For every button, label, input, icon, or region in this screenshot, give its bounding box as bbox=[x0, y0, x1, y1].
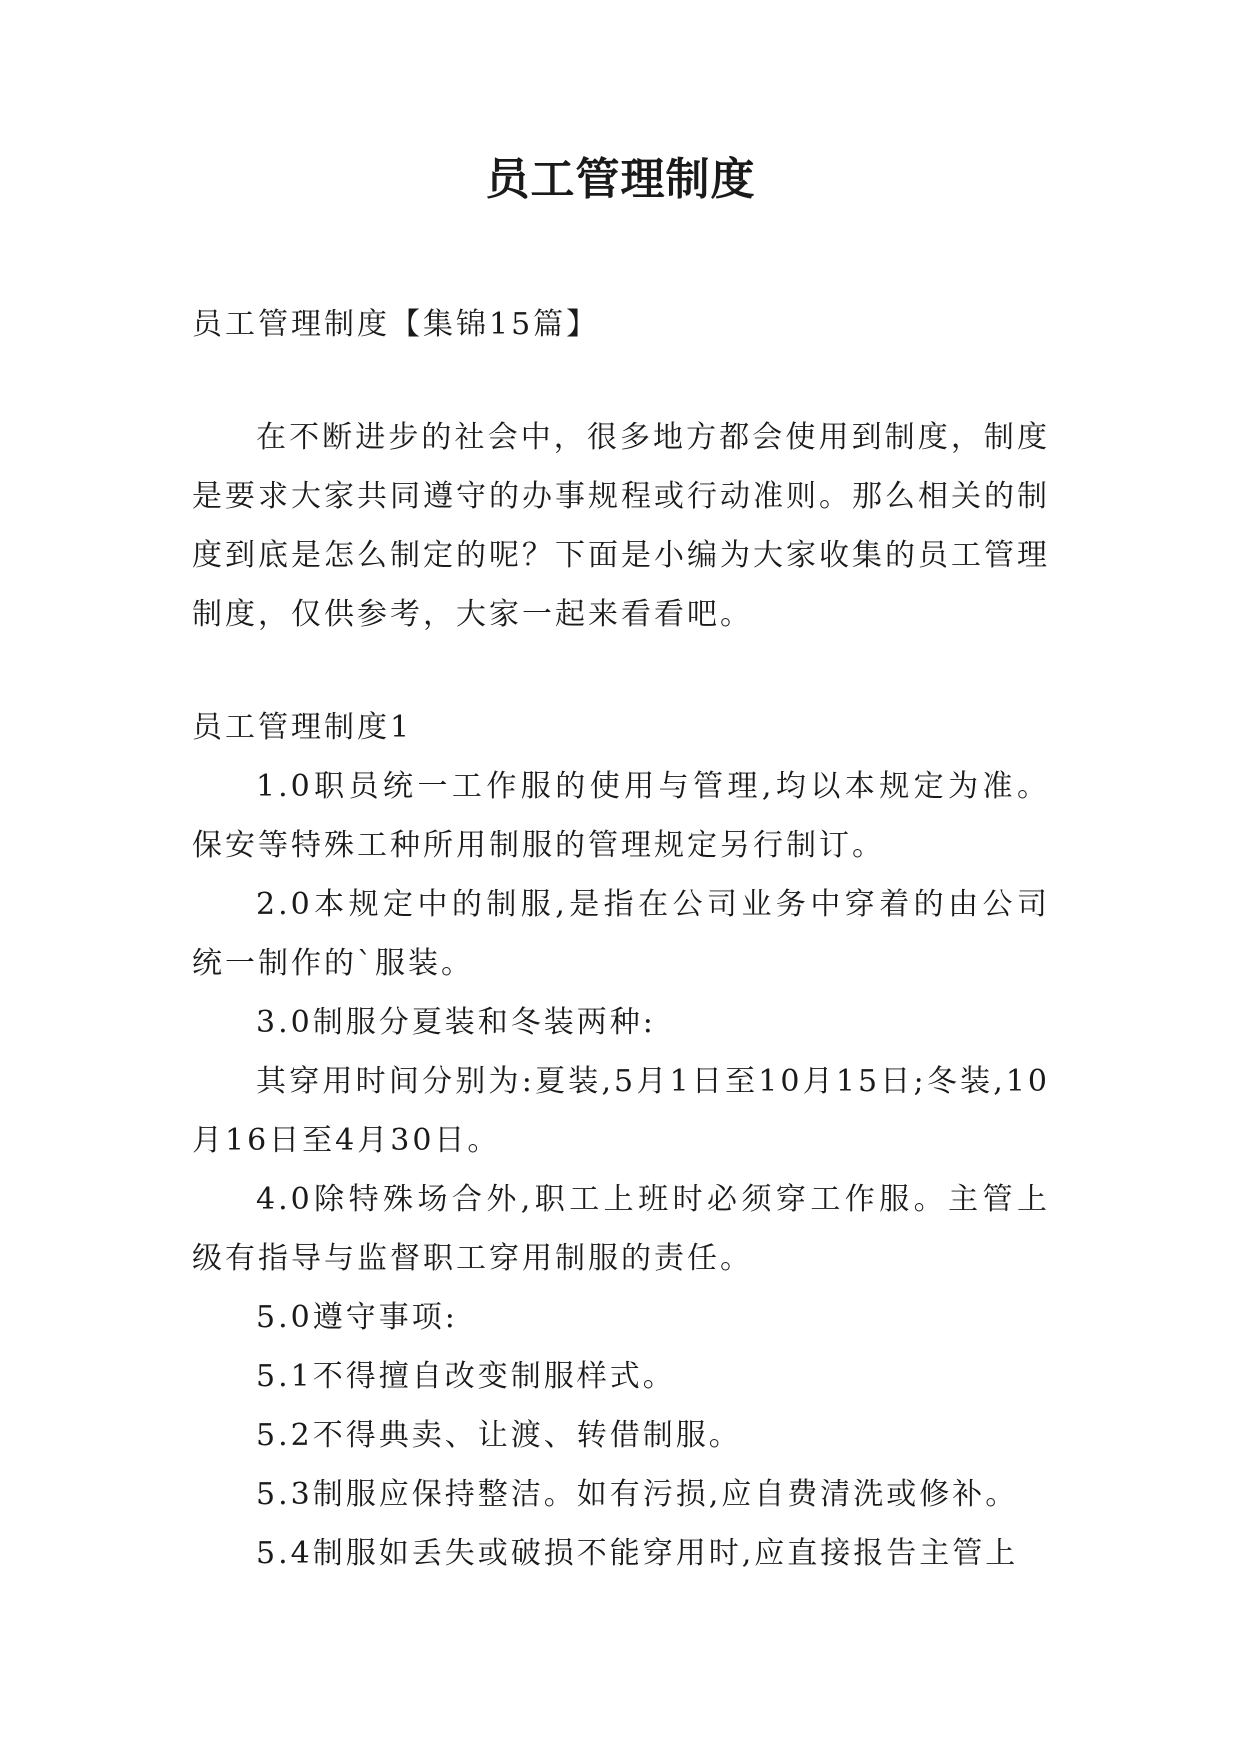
rule-paragraph: 4.0除特殊场合外,职工上班时必须穿工作服。主管上级有指导与监督职工穿用制服的责任。 bbox=[192, 1182, 1050, 1276]
rule-paragraph: 5.1不得擅自改变制服样式。 bbox=[256, 1359, 676, 1394]
document-title: 员工管理制度 bbox=[485, 154, 756, 205]
subtitle-paragraph: 员工管理制度【集锦15篇】 bbox=[192, 307, 600, 342]
rule-paragraph: 5.0遵守事项: bbox=[256, 1300, 458, 1335]
rule-paragraph: 其穿用时间分别为:夏装,5月1日至10月15日;冬装,10月16日至4月30日。 bbox=[192, 1064, 1050, 1158]
intro-paragraph: 在不断进步的社会中，很多地方都会使用到制度，制度是要求大家共同遵守的办事规程或行动准则。那么相关的制度到底是怎么制定的呢？下面是小编为大家收集的员工管理制度，仅供参考，大家一起来看看吧。 bbox=[192, 420, 1050, 632]
rule-paragraph: 5.2不得典卖、让渡、转借制服。 bbox=[256, 1418, 742, 1453]
rule-paragraph: 5.3制服应保持整洁。如有污损,应自费清洗或修补。 bbox=[256, 1477, 1019, 1512]
section-heading: 员工管理制度1 bbox=[192, 710, 413, 745]
rule-paragraph: 2.0本规定中的制服,是指在公司业务中穿着的由公司统一制作的`服装。 bbox=[192, 887, 1050, 981]
document-body bbox=[192, 295, 1050, 1583]
rule-paragraph: 1.0职员统一工作服的使用与管理,均以本规定为准。保安等特殊工种所用制服的管理规定另行制订。 bbox=[192, 769, 1050, 863]
rule-paragraph: 5.4制服如丢失或破损不能穿用时,应直接报告主管上 bbox=[256, 1536, 1019, 1571]
rule-paragraph: 3.0制服分夏装和冬装两种: bbox=[256, 1005, 656, 1040]
